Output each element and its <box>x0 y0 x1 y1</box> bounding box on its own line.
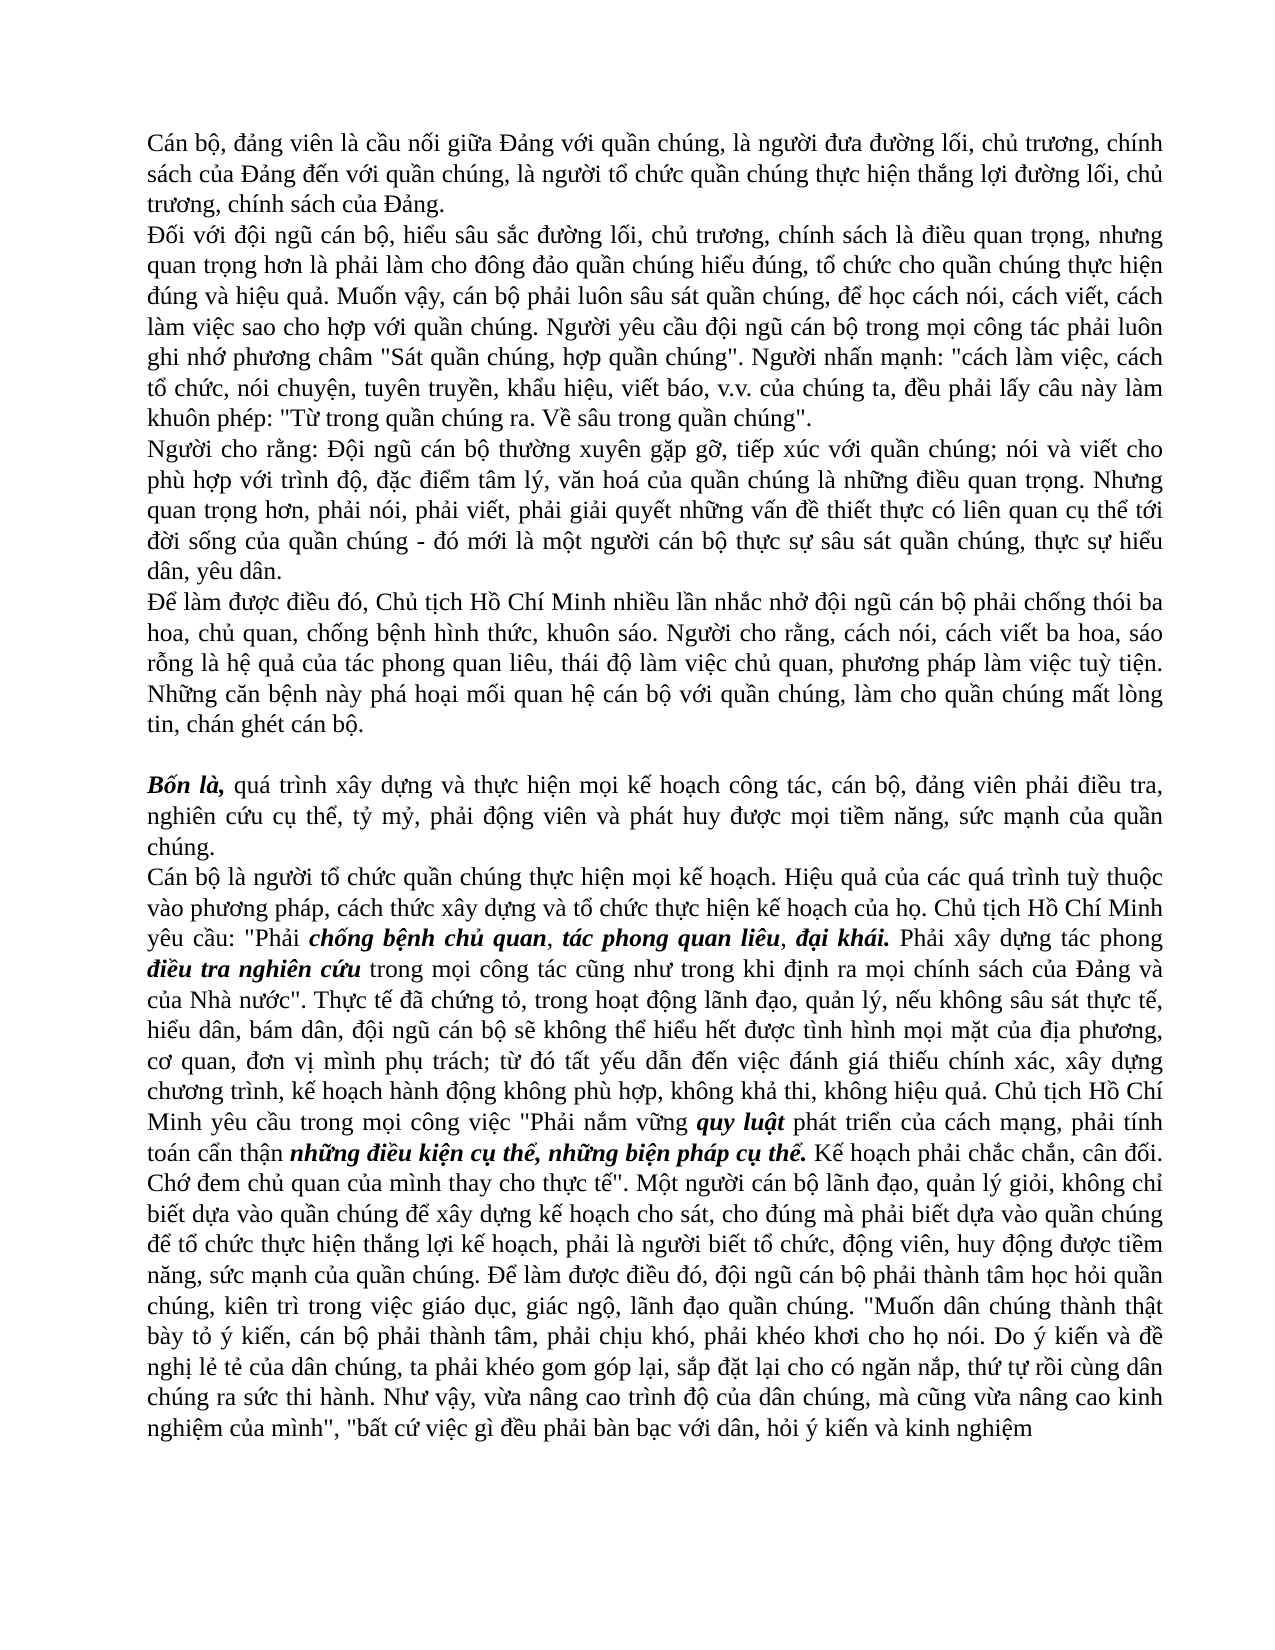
emphasis-run: những điều kiện cụ thể, những biện pháp cụ thể. <box>289 1138 808 1167</box>
text-run: trong mọi công tác cũng như trong khi định ra mọi chính sách của Đảng và của Nhà nước". Thực tế đã chứng tỏ, trong hoạt động lãnh đạo, quản lý, nếu không sâu sát thực tế, hiểu dân, bám dân, đội ngũ cán bộ sẽ không thể hiểu hết được tình hình mọi mặt của địa phương, cơ quan, đơn vị mình phụ trách; từ đó tất yếu dẫn đến việc đánh giá thiếu chính xác, xây dựng chương trình, kế hoạch hành động không phù hợp, không khả thi, không hiệu quả. Chủ tịch Hồ Chí Minh yêu cầu trong mọi công việc "Phải nắm vững <box>147 955 1163 1136</box>
emphasis-run: chống bệnh chủ quan <box>308 924 547 953</box>
paragraph-3: Người cho rằng: Đội ngũ cán bộ thường xuyên gặp gỡ, tiếp xúc với quần chúng; nói và viết cho phù hợp với trình độ, đặc điểm tâm lý, văn hoá của quần chúng là những điều quan trọng. Nhưng quan trọng hơn, phải nói, phải viết, phải giải quyết những vấn đề thiết thực có liên quan cụ thể tới đời sống của quần chúng - đó mới là một người cán bộ thực sự sâu sát quần chúng, thực sự hiểu dân, yêu dân. <box>147 434 1163 586</box>
paragraph-6 <box>147 862 1163 1443</box>
paragraph-2: Đối với đội ngũ cán bộ, hiểu sâu sắc đường lối, chủ trương, chính sách là điều quan trọng, nhưng quan trọng hơn là phải làm cho đông đảo quần chúng hiểu đúng, tổ chức cho quần chúng thực hiện đúng và hiệu quả. Muốn vậy, cán bộ phải luôn sâu sát quần chúng, để học cách nói, cách viết, cách làm việc sao cho hợp với quần chúng. Người yêu cầu đội ngũ cán bộ trong mọi công tác phải luôn ghi nhớ phương châm "Sát quần chúng, hợp quần chúng". Người nhấn mạnh: "cách làm việc, cách tổ chức, nói chuyện, tuyên truyền, khẩu hiệu, viết báo, v.v. của chúng ta, đều phải lấy câu này làm khuôn phép: "Từ trong quần chúng ra. Về sâu trong quần chúng". <box>147 220 1163 433</box>
emphasis-run: tác phong quan liêu <box>562 924 781 953</box>
text-run: Cán bộ là người tổ chức quần chúng thực hiện mọi kế hoạch. Hiệu quả của các quá trình tuỳ thuộc vào phương pháp, cách thức xây dựng và tổ chức thực hiện kế hoạch của họ. Chủ tịch Hồ Chí Minh yêu cầu: "Phải <box>147 863 1163 953</box>
paragraph-5-text: quá trình xây dựng và thực hiện mọi kế hoạch công tác, cán bộ, đảng viên phải điều tra, nghiên cứu cụ thể, tỷ mỷ, phải động viên và phát huy được mọi tiềm năng, sức mạnh của quần chúng. <box>147 771 1163 861</box>
text-run: Phải xây dựng tác phong <box>890 924 1163 953</box>
text-run: phát triển của cách mạng, phải tính toán cẩn thận <box>147 1108 1164 1167</box>
text-run: , <box>546 924 563 953</box>
emphasis-run: đại khái. <box>795 924 891 953</box>
document-page <box>147 128 1163 1444</box>
paragraph-5 <box>147 770 1163 862</box>
text-run: Kế hoạch phải chắc chắn, cân đối. Chớ đem chủ quan của mình thay cho thực tế". Một người cán bộ lãnh đạo, quản lý giỏi, không chỉ biết dựa vào quần chúng để xây dựng kế hoạch cho sát, cho đúng mà phải biết dựa vào quần chúng để tổ chức thực hiện thắng lợi kế hoạch, phải là người biết tổ chức, động viên, huy động được tiềm năng, sức mạnh của quần chúng. Để làm được điều đó, đội ngũ cán bộ phải thành tâm học hỏi quần chúng, kiên trì trong việc giáo dục, giác ngộ, lãnh đạo quần chúng. "Muốn dân chúng thành thật bày tỏ ý kiến, cán bộ phải thành tâm, phải chịu khó, phải khéo khơi cho họ nói. Do ý kiến và đề nghị lẻ tẻ của dân chúng, ta phải khéo gom góp lại, sắp đặt lại cho có ngăn nắp, thứ tự rồi cùng dân chúng ra sức thi hành. Như vậy, vừa nâng cao trình độ của dân chúng, mà cũng vừa nâng cao kinh nghiệm của mình", "bất cứ việc gì đều phải bàn bạc với dân, hỏi ý kiến và kinh nghiệm <box>147 1138 1163 1442</box>
paragraph-4: Để làm được điều đó, Chủ tịch Hồ Chí Minh nhiều lần nhắc nhở đội ngũ cán bộ phải chống thói ba hoa, chủ quan, chống bệnh hình thức, khuôn sáo. Người cho rằng, cách nói, cách viết ba hoa, sáo rỗng là hệ quả của tác phong quan liêu, thái độ làm việc chủ quan, phương pháp làm việc tuỳ tiện. Những căn bệnh này phá hoại mối quan hệ cán bộ với quần chúng, làm cho quần chúng mất lòng tin, chán ghét cán bộ. <box>147 587 1163 739</box>
text-run: , <box>780 924 796 953</box>
emphasis-run: quy luật <box>696 1108 785 1136</box>
paragraph-spacer <box>147 740 1163 771</box>
emphasis-run: điều tra nghiên cứu <box>147 955 362 984</box>
paragraph-1: Cán bộ, đảng viên là cầu nối giữa Đảng với quần chúng, là người đưa đường lối, chủ trương, chính sách của Đảng đến với quần chúng, là người tổ chức quần chúng thực hiện thắng lợi đường lối, chủ trương, chính sách của Đảng. <box>147 129 1163 219</box>
section-lead: Bốn là, <box>147 771 226 800</box>
